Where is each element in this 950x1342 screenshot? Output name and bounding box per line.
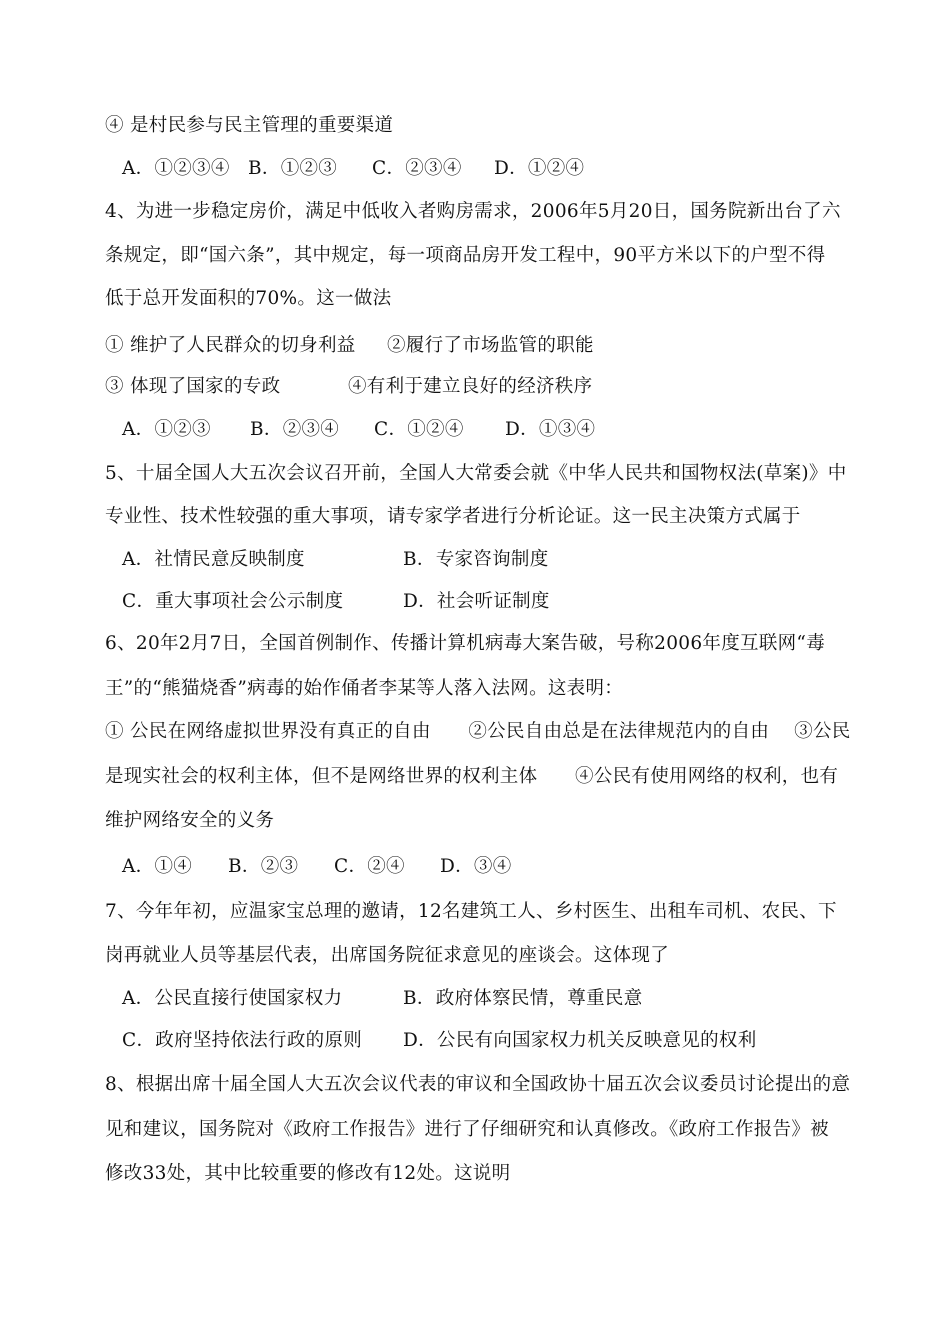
q7-options-row-1	[122, 987, 643, 1011]
q6-statements-line-1: ① 公民在网络虚拟世界没有真正的自由 ②公民自由总是在法律规范内的自由 ③公民	[105, 721, 851, 742]
q6-statements-line-2: 是现实社会的权利主体，但不是网络世界的权利主体 ④公民有使用网络的权利，也有	[105, 766, 839, 787]
q4-option-a[interactable]: A．①②③	[122, 419, 211, 440]
q6-options	[122, 855, 512, 879]
q6-option-b[interactable]: B．②③	[228, 856, 299, 877]
q5-option-d[interactable]: D．社会听证制度	[403, 591, 550, 612]
q5-option-b[interactable]: B．专家咨询制度	[403, 549, 549, 570]
q7-option-a[interactable]: A．公民直接行使国家权力	[122, 988, 343, 1009]
q3-statement-4: ④ 是村民参与民主管理的重要渠道	[105, 115, 394, 136]
q8-stem-line-3: 修改33处，其中比较重要的修改有12处。这说明	[105, 1163, 511, 1184]
q8-stem-line-2: 见和建议，国务院对《政府工作报告》进行了仔细研究和认真修改。《政府工作报告》被	[105, 1119, 829, 1140]
q3-options	[122, 157, 584, 181]
q4-stem-line-2: 条规定，即“国六条”，其中规定，每一项商品房开发工程中，90平方米以下的户型不得	[105, 245, 826, 266]
q4-statements-line-1	[105, 334, 594, 358]
q4-option-c[interactable]: C．①②④	[374, 419, 464, 440]
q7-option-b[interactable]: B．政府体察民情，尊重民意	[403, 988, 643, 1009]
q4-stem-line-1: 4、为进一步稳定房价，满足中低收入者购房需求，2006年5月20日，国务院新出台了六	[105, 201, 841, 222]
q7-options-row-2	[122, 1029, 757, 1053]
q4-statement-2: ②履行了市场监管的职能	[387, 335, 594, 356]
q4-statements-line-2	[105, 375, 592, 399]
q5-stem-line-2: 专业性、技术性较强的重大事项，请专家学者进行分析论证。这一民主决策方式属于	[105, 506, 801, 527]
q6-statements-line-3: 维护网络安全的义务	[105, 810, 275, 831]
q3-option-b[interactable]: B．①②③	[248, 158, 338, 179]
q4-option-b[interactable]: B．②③④	[250, 419, 340, 440]
q3-option-c[interactable]: C．②③④	[372, 158, 462, 179]
q4-statement-3: ③ 体现了国家的专政	[105, 376, 281, 397]
q4-option-d[interactable]: D．①③④	[505, 419, 596, 440]
q7-stem-line-1: 7、今年年初，应温家宝总理的邀请，12名建筑工人、乡村医生、出租车司机、农民、下	[105, 901, 837, 922]
q6-option-a[interactable]: A．①④	[122, 856, 193, 877]
q8-stem-line-1: 8、根据出席十届全国人大五次会议代表的审议和全国政协十届五次会议委员讨论提出的意	[105, 1074, 851, 1095]
q4-stem-line-3: 低于总开发面积的70%。这一做法	[105, 288, 392, 309]
q7-option-c[interactable]: C．政府坚持依法行政的原则	[122, 1030, 363, 1051]
q5-option-a[interactable]: A．社情民意反映制度	[122, 549, 305, 570]
q4-statement-4: ④有利于建立良好的经济秩序	[348, 376, 593, 397]
q4-statement-1: ① 维护了人民群众的切身利益	[105, 335, 356, 356]
q3-option-d[interactable]: D．①②④	[494, 158, 585, 179]
q5-options-row-2	[122, 590, 550, 614]
q5-option-c[interactable]: C．重大事项社会公示制度	[122, 591, 344, 612]
q5-options-row-1	[122, 548, 549, 572]
q6-option-c[interactable]: C．②④	[334, 856, 405, 877]
q3-option-a[interactable]: A．①②③④	[122, 158, 230, 179]
q6-stem-line-2: 王”的“熊猫烧香”病毒的始作俑者李某等人落入法网。这表明：	[105, 678, 624, 699]
q7-option-d[interactable]: D．公民有向国家权力机关反映意见的权利	[403, 1030, 757, 1051]
q4-options	[122, 418, 595, 442]
q7-stem-line-2: 岗再就业人员等基层代表，出席国务院征求意见的座谈会。这体现了	[105, 945, 670, 966]
q5-stem-line-1: 5、十届全国人大五次会议召开前，全国人大常委会就《中华人民共和国物权法(草案)》中	[105, 463, 847, 484]
q6-stem-line-1: 6、20年2月7日，全国首例制作、传播计算机病毒大案告破，号称2006年度互联网“毒	[105, 633, 825, 654]
q6-option-d[interactable]: D．③④	[440, 856, 512, 877]
